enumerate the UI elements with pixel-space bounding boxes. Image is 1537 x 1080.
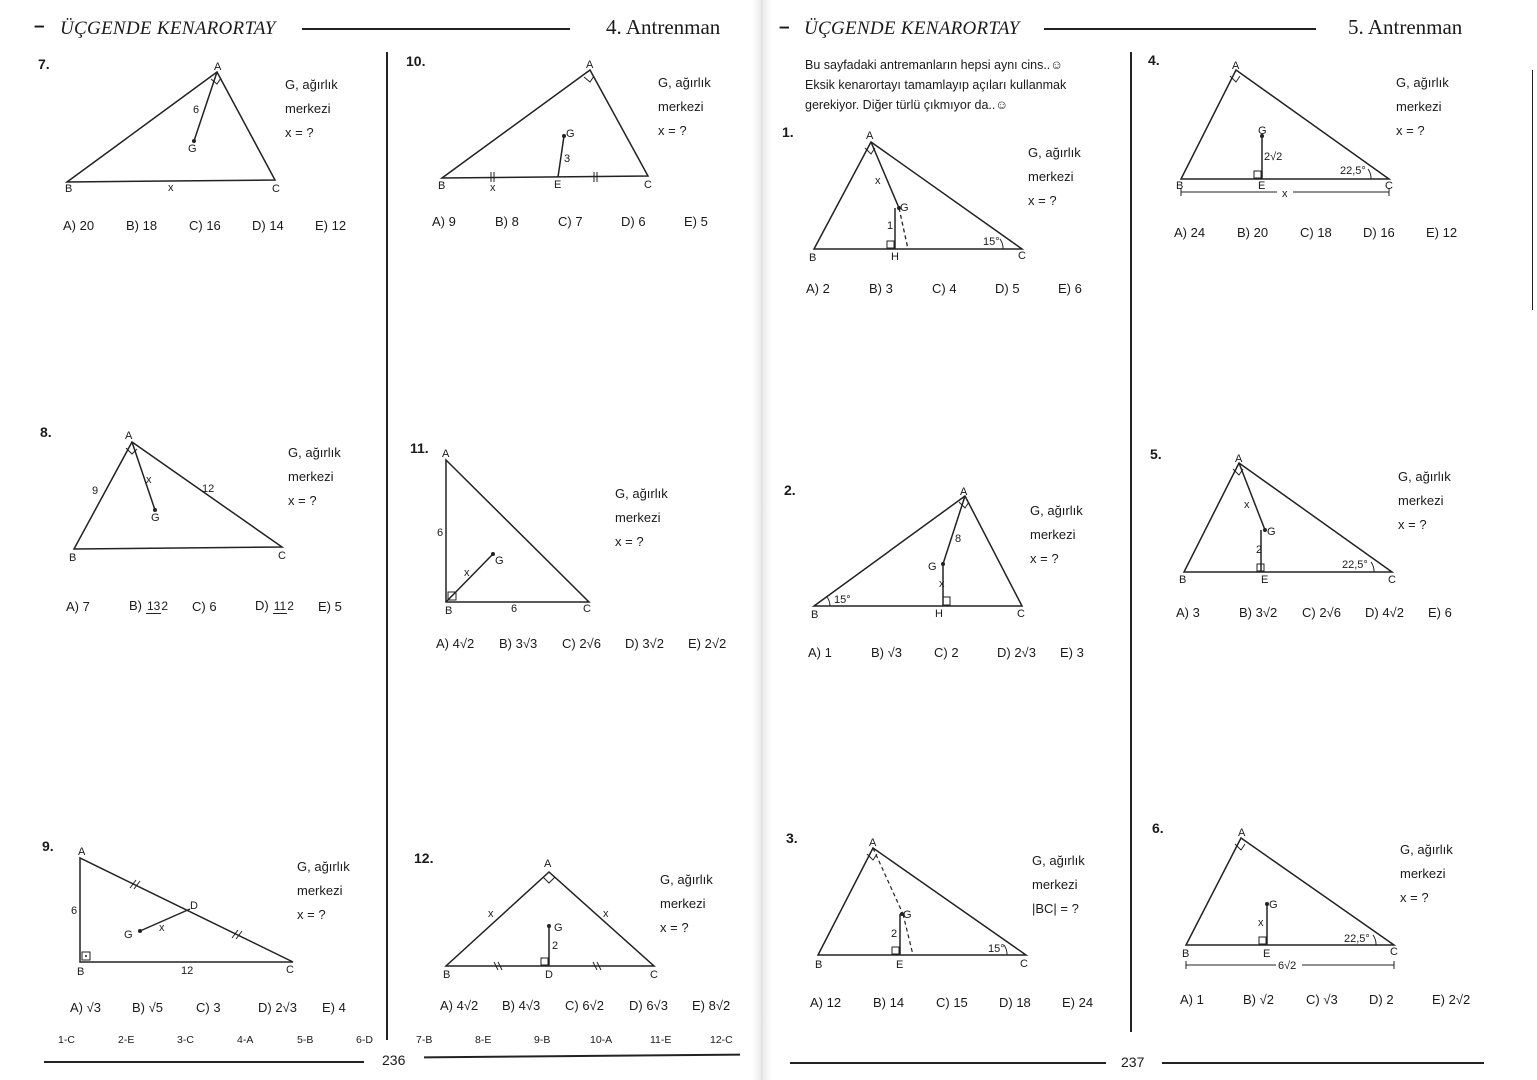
label-B: B — [1182, 948, 1190, 960]
answer-options — [1176, 605, 1452, 620]
option-a[interactable]: A) 9 — [432, 214, 456, 229]
label-angle: 15° — [983, 236, 1000, 248]
label-x: x — [1258, 917, 1264, 929]
option-d[interactable]: D) 16 — [1363, 225, 1395, 240]
option-e[interactable]: E) 6 — [1058, 281, 1082, 296]
option-d[interactable]: D) 3√2 — [625, 636, 664, 651]
label-ab: 6 — [437, 527, 444, 539]
label-A: A — [866, 130, 874, 142]
option-c[interactable]: C) 16 — [189, 218, 221, 233]
label-C: C — [650, 969, 658, 981]
page-number: 237 — [1121, 1054, 1145, 1070]
option-d[interactable]: D) 2√3 — [997, 645, 1036, 660]
option-c[interactable]: C) 7 — [558, 214, 583, 229]
triangle-figure-q2 — [808, 484, 1033, 624]
footer-rule-right — [424, 1054, 740, 1059]
label-B: B — [445, 605, 453, 617]
option-d[interactable]: D) 6 — [621, 214, 646, 229]
triangle-figure-q3 — [810, 834, 1035, 974]
option-b[interactable]: B) 3√3 — [499, 636, 538, 651]
answer-options — [63, 218, 346, 233]
label-B: B — [443, 969, 451, 981]
option-c[interactable]: C) √3 — [1306, 992, 1338, 1007]
triangle-figure-q10 — [430, 55, 660, 200]
question-note: G, ağırlık merkezi x = ? — [288, 445, 341, 508]
option-e[interactable]: E) 5 — [318, 598, 342, 614]
triangle-figure-q8 — [60, 426, 300, 571]
label-B: B — [811, 609, 819, 621]
answer-options — [808, 645, 1084, 660]
option-d[interactable]: D) 18 — [999, 995, 1031, 1010]
label-A: A — [442, 448, 450, 460]
option-e[interactable]: E) 8√2 — [692, 998, 731, 1013]
label-bc: 6 — [511, 603, 518, 615]
intro-text: Bu sayfadaki antremanların hepsi aynı cins..☺ Eksik kenarortayı tamamlayıp açıları kullanmak gerekiyor. Diğer türlü çıkmıyor da..☺ — [805, 58, 1067, 112]
label-angle: 22,5° — [1342, 559, 1368, 571]
label-A: A — [1235, 453, 1243, 465]
label-C: C — [644, 179, 652, 191]
option-d[interactable]: D) 2√3 — [258, 1000, 297, 1015]
answer-options — [1180, 992, 1470, 1007]
option-a[interactable]: A) 4√2 — [440, 998, 479, 1013]
question-note: G, ağırlık merkezi x = ? — [1028, 145, 1081, 208]
triangle-figure-q5 — [1176, 450, 1401, 590]
question-number: 4. — [1148, 52, 1160, 68]
question-note: G, ağırlık merkezi x = ? — [1400, 842, 1453, 905]
question-note: G, ağırlık merkezi x = ? — [1398, 469, 1451, 532]
label-G: G — [928, 561, 937, 573]
triangle-figure-q12 — [436, 854, 666, 984]
option-d[interactable]: D) 4√2 — [1365, 605, 1404, 620]
option-e[interactable]: E) 5 — [684, 214, 708, 229]
label-ge: 2 — [1256, 544, 1263, 556]
option-b[interactable]: B) 4√3 — [502, 998, 541, 1013]
label-bc: 6√2 — [1278, 960, 1297, 972]
triangle-figure-q4 — [1172, 56, 1397, 206]
option-b[interactable]: B) √3 — [871, 645, 902, 660]
book-spine — [752, 0, 772, 1080]
answer-options — [440, 998, 730, 1013]
label-G: G — [900, 202, 909, 214]
header-rule — [302, 28, 570, 30]
label-E: E — [554, 179, 562, 191]
label-A: A — [214, 61, 222, 73]
label-x: x — [1244, 499, 1250, 511]
label-E: E — [1261, 574, 1269, 586]
label-B: B — [438, 180, 446, 192]
label-gd: 2 — [552, 940, 559, 952]
label-x: x — [146, 474, 152, 486]
label-E: E — [1263, 948, 1271, 960]
label-H: H — [891, 251, 899, 263]
label-G: G — [903, 909, 912, 921]
option-e[interactable]: E) 4 — [322, 1000, 346, 1015]
label-G: G — [124, 929, 133, 941]
label-A: A — [544, 858, 552, 870]
question-number: 1. — [782, 124, 794, 140]
label-x: x — [490, 182, 496, 194]
option-c[interactable]: C) 6 — [192, 598, 217, 614]
option-a[interactable]: A) √3 — [70, 1000, 101, 1015]
label-x: x — [875, 175, 881, 187]
option-a[interactable]: A) 4√2 — [436, 636, 475, 651]
label-angle: 15° — [988, 943, 1005, 955]
option-a[interactable]: A) 24 — [1174, 225, 1206, 240]
option-a[interactable]: A) 3 — [1176, 605, 1200, 620]
header-section: 4. Antrenman — [606, 15, 721, 39]
label-G: G — [1267, 526, 1276, 538]
label-C: C — [583, 603, 591, 615]
option-c[interactable]: C) 15 — [936, 995, 968, 1010]
label-ab: 9 — [92, 485, 99, 497]
label-ge: 3 — [564, 153, 571, 165]
label-angle: 22,5° — [1344, 933, 1370, 945]
label-ac: 12 — [202, 483, 215, 495]
label-A: A — [125, 430, 133, 442]
label-A: A — [960, 486, 968, 498]
label-C: C — [286, 964, 294, 976]
label-C: C — [278, 550, 286, 562]
option-c[interactable]: C) 2 — [934, 645, 959, 660]
question-number: 9. — [42, 838, 54, 854]
label-ag: 8 — [955, 533, 962, 545]
label-A: A — [1232, 60, 1240, 72]
label-gh: 1 — [887, 220, 894, 232]
option-c[interactable]: C) 4 — [932, 281, 957, 296]
answer-options — [70, 1000, 346, 1015]
label-G: G — [1269, 899, 1278, 911]
option-b[interactable]: B) 3√2 — [1239, 605, 1278, 620]
question-note: G, ağırlık merkezi x = ? — [285, 77, 338, 140]
option-e[interactable]: E) 12 — [1426, 225, 1458, 240]
option-d[interactable]: D) 2 — [1369, 992, 1394, 1007]
question-note: G, ağırlık merkezi |BC| = ? — [1032, 853, 1085, 916]
question-number: 8. — [40, 424, 52, 440]
question-number: 10. — [406, 53, 426, 69]
question-number: 7. — [38, 56, 50, 72]
label-C: C — [1018, 250, 1026, 262]
option-a[interactable]: A) 7 — [66, 598, 90, 614]
option-c[interactable]: C) 2√6 — [562, 636, 601, 651]
option-b[interactable]: B) 18 — [126, 218, 158, 233]
triangle-figure-q6 — [1178, 824, 1403, 974]
option-a[interactable]: A) 1 — [808, 645, 832, 660]
label-x: x — [464, 567, 470, 579]
label-x-right: x — [603, 908, 609, 920]
label-B: B — [815, 959, 823, 971]
triangle-figure-q1 — [805, 126, 1035, 266]
label-E: E — [1258, 180, 1266, 192]
header-dash: – — [34, 16, 45, 37]
label-x-left: x — [488, 908, 494, 920]
label-A: A — [1238, 827, 1246, 839]
label-D: D — [545, 969, 553, 981]
option-e[interactable]: E) 24 — [1062, 995, 1094, 1010]
label-angle: 22,5° — [1340, 165, 1366, 177]
option-d[interactable]: D) 112 — [255, 598, 294, 614]
triangle-figure-q7 — [55, 55, 295, 200]
triangle-figure-q9 — [62, 840, 307, 980]
option-e[interactable]: E) 12 — [315, 218, 347, 233]
page-edge — [1532, 70, 1533, 310]
label-C: C — [1017, 608, 1025, 620]
question-note: G, ağırlık merkezi x = ? — [1030, 503, 1083, 566]
label-bc: 12 — [181, 965, 194, 977]
label-angle: 15° — [834, 594, 851, 606]
label-ge: 2√2 — [1264, 151, 1283, 163]
triangle-figure-q11 — [433, 444, 603, 619]
label-C: C — [1385, 180, 1393, 192]
option-e[interactable]: E) 6 — [1428, 605, 1452, 620]
page-number: 236 — [382, 1052, 406, 1068]
label-G: G — [188, 143, 197, 155]
question-number: 2. — [784, 482, 796, 498]
question-note: G, ağırlık merkezi x = ? — [615, 486, 668, 549]
label-ab: 6 — [71, 905, 78, 917]
label-E: E — [896, 959, 904, 971]
option-a[interactable]: A) 12 — [810, 995, 842, 1010]
answer-options — [66, 598, 342, 614]
option-d[interactable]: D) 5 — [995, 281, 1020, 296]
option-c[interactable]: C) 6√2 — [565, 998, 604, 1013]
answer-options — [432, 214, 708, 229]
label-B: B — [1176, 180, 1184, 192]
label-x: x — [168, 182, 174, 194]
option-a[interactable]: A) 20 — [63, 218, 95, 233]
label-ge: 2 — [891, 928, 898, 940]
option-e[interactable]: E) 2√2 — [1432, 992, 1471, 1007]
question-number: 11. — [410, 440, 429, 456]
question-note: G, ağırlık merkezi x = ? — [297, 859, 350, 922]
option-c[interactable]: C) 3 — [196, 1000, 221, 1015]
label-A: A — [78, 846, 86, 858]
label-G: G — [1258, 125, 1267, 137]
label-x: x — [1282, 188, 1288, 200]
label-length: 6 — [193, 104, 200, 116]
question-note: G, ağırlık merkezi x = ? — [1396, 75, 1449, 138]
label-B: B — [809, 252, 817, 264]
option-b[interactable]: B) √5 — [132, 1000, 163, 1015]
column-divider — [386, 52, 388, 1040]
footer-rule-left — [44, 1061, 364, 1063]
footer-rule-right — [1162, 1062, 1484, 1064]
label-A: A — [869, 837, 877, 849]
question-number: 3. — [786, 830, 798, 846]
answer-options — [1174, 225, 1457, 240]
label-x: x — [159, 922, 165, 934]
label-H: H — [935, 608, 943, 620]
label-C: C — [1020, 958, 1028, 970]
question-note: G, ağırlık merkezi x = ? — [658, 75, 711, 138]
label-C: C — [1388, 574, 1396, 586]
footer-rule-left — [790, 1062, 1106, 1064]
option-b[interactable]: B) 20 — [1237, 225, 1269, 240]
option-b[interactable]: B) 8 — [495, 214, 519, 229]
option-d[interactable]: D) 14 — [252, 218, 284, 233]
answer-options — [810, 995, 1093, 1010]
label-G: G — [554, 922, 563, 934]
label-B: B — [1179, 574, 1187, 586]
option-b[interactable]: B) 3 — [869, 281, 893, 296]
label-B: B — [77, 966, 85, 978]
question-note: G, ağırlık merkezi x = ? — [660, 872, 713, 935]
question-number: 6. — [1152, 820, 1164, 836]
option-b[interactable]: B) 132 — [129, 598, 169, 614]
label-G: G — [566, 128, 575, 140]
option-a[interactable]: A) 1 — [1180, 992, 1204, 1007]
option-b[interactable]: B) 14 — [873, 995, 905, 1010]
header-section: 5. Antrenman — [1348, 15, 1463, 39]
question-number: 5. — [1150, 446, 1162, 462]
option-e[interactable]: E) 3 — [1060, 645, 1084, 660]
option-d[interactable]: D) 6√3 — [629, 998, 668, 1013]
label-B: B — [69, 552, 77, 564]
option-a[interactable]: A) 2 — [806, 281, 830, 296]
answer-options — [436, 636, 726, 651]
label-B: B — [65, 183, 73, 195]
label-A: A — [586, 59, 594, 71]
header-dash: – — [779, 17, 790, 38]
label-C: C — [272, 183, 280, 195]
label-G: G — [151, 512, 160, 524]
header-title: ÜÇGENDE KENARORTAY — [60, 18, 276, 39]
label-D: D — [190, 900, 198, 912]
column-divider — [1130, 52, 1132, 1032]
option-c[interactable]: C) 18 — [1300, 225, 1332, 240]
answer-options — [806, 281, 1082, 296]
option-c[interactable]: C) 2√6 — [1302, 605, 1341, 620]
option-b[interactable]: B) √2 — [1243, 992, 1274, 1007]
header-title: ÜÇGENDE KENARORTAY — [804, 18, 1020, 39]
header-rule — [1044, 28, 1316, 30]
option-e[interactable]: E) 2√2 — [688, 636, 727, 651]
label-G: G — [495, 555, 504, 567]
label-C: C — [1390, 946, 1398, 958]
question-number: 12. — [414, 850, 434, 866]
label-x: x — [939, 578, 945, 590]
